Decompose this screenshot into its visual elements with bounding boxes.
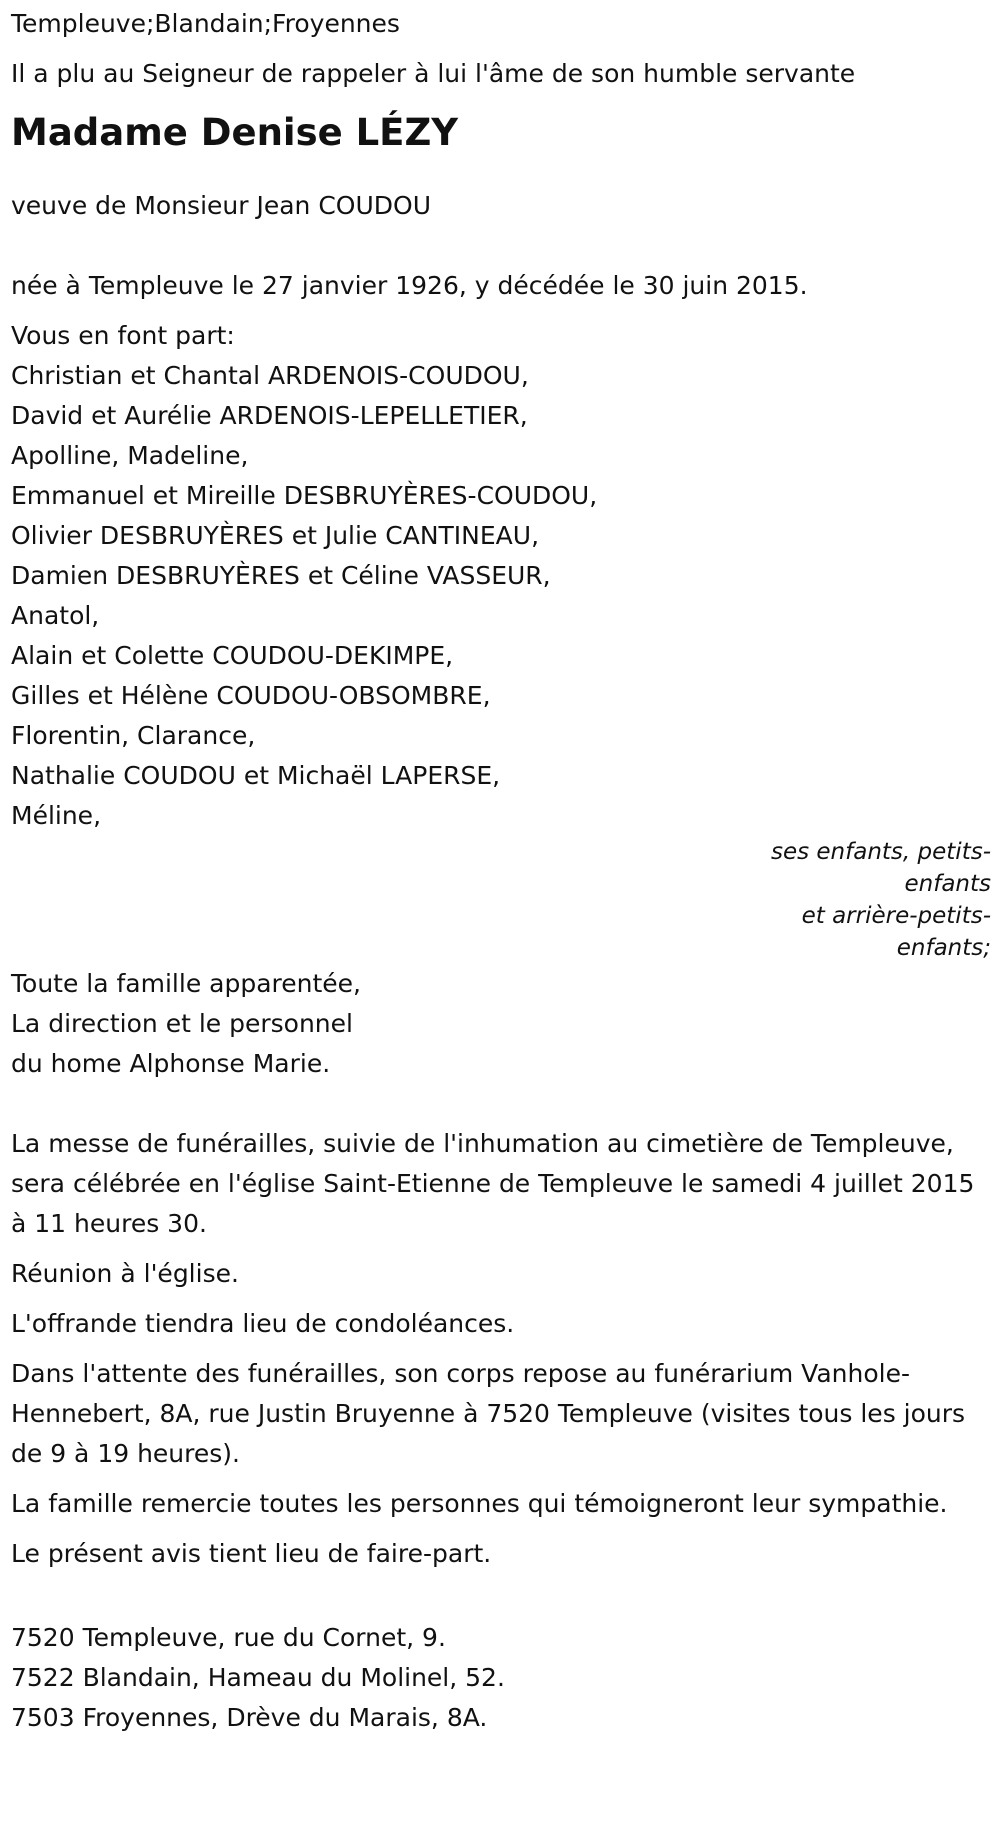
family-members-list <box>11 356 991 836</box>
mass-paragraph: La messe de funérailles, suivie de l'inhumation au cimetière de Templeuve, sera célébrée en l'église Saint-Etienne de Templeuve le samedi 4 juillet 2015 à 11 heures 30. <box>11 1129 975 1238</box>
locations-line: Templeuve;Blandain;Froyennes <box>11 9 400 38</box>
family-member: Nathalie COUDOU et Michaël LAPERSE, <box>11 761 501 790</box>
notice-paragraph: Le présent avis tient lieu de faire-part. <box>11 1539 492 1568</box>
family-roles-line: et arrière-petits-enfants; <box>801 903 991 961</box>
family-roles <box>11 836 991 964</box>
funeral-info <box>11 1124 991 1574</box>
family-member: Anatol, <box>11 601 100 630</box>
family-member: Alain et Colette COUDOU-DEKIMPE, <box>11 641 454 670</box>
family-member: Gilles et Hélène COUDOU-OBSOMBRE, <box>11 681 491 710</box>
address-line: 7503 Froyennes, Drève du Marais, 8A. <box>11 1703 488 1732</box>
birth-death-line: née à Templeuve le 27 janvier 1926, y décédée le 30 juin 2015. <box>11 271 808 300</box>
thanks-paragraph: La famille remercie toutes les personnes qui témoigneront leur sympathie. <box>11 1489 948 1518</box>
family-member: Florentin, Clarance, <box>11 721 256 750</box>
intro-line: Il a plu au Seigneur de rappeler à lui l'âme de son humble servante <box>11 59 856 88</box>
family-roles-line: ses enfants, petits-enfants <box>770 839 991 897</box>
obituary-document <box>11 4 991 1738</box>
family-member: Damien DESBRUYÈRES et Céline VASSEUR, <box>11 561 551 590</box>
meeting-paragraph: Réunion à l'église. <box>11 1259 239 1288</box>
mourner-line: du home Alphonse Marie. <box>11 1049 331 1078</box>
family-member: Emmanuel et Mireille DESBRUYÈRES-COUDOU, <box>11 481 598 510</box>
deceased-name: Madame Denise LÉZY <box>11 111 459 154</box>
family-member: Méline, <box>11 801 102 830</box>
family-member: Olivier DESBRUYÈRES et Julie CANTINEAU, <box>11 521 540 550</box>
addresses-list <box>11 1618 991 1738</box>
family-intro: Vous en font part: <box>11 321 235 350</box>
offering-paragraph: L'offrande tiendra lieu de condoléances. <box>11 1309 515 1338</box>
address-line: 7520 Templeuve, rue du Cornet, 9. <box>11 1623 446 1652</box>
family-member: Christian et Chantal ARDENOIS-COUDOU, <box>11 361 529 390</box>
other-mourners <box>11 964 991 1084</box>
mourner-line: La direction et le personnel <box>11 1009 353 1038</box>
widow-of-line: veuve de Monsieur Jean COUDOU <box>11 191 431 220</box>
family-member: David et Aurélie ARDENOIS-LEPELLETIER, <box>11 401 528 430</box>
mourner-line: Toute la famille apparentée, <box>11 969 361 998</box>
rest-paragraph: Dans l'attente des funérailles, son corps repose au funérarium Vanhole-Hennebert, 8A, rue Justin Bruyenne à 7520 Templeuve (visites tous les jours de 9 à 19 heures). <box>11 1359 966 1468</box>
address-line: 7522 Blandain, Hameau du Molinel, 52. <box>11 1663 505 1692</box>
family-member: Apolline, Madeline, <box>11 441 249 470</box>
